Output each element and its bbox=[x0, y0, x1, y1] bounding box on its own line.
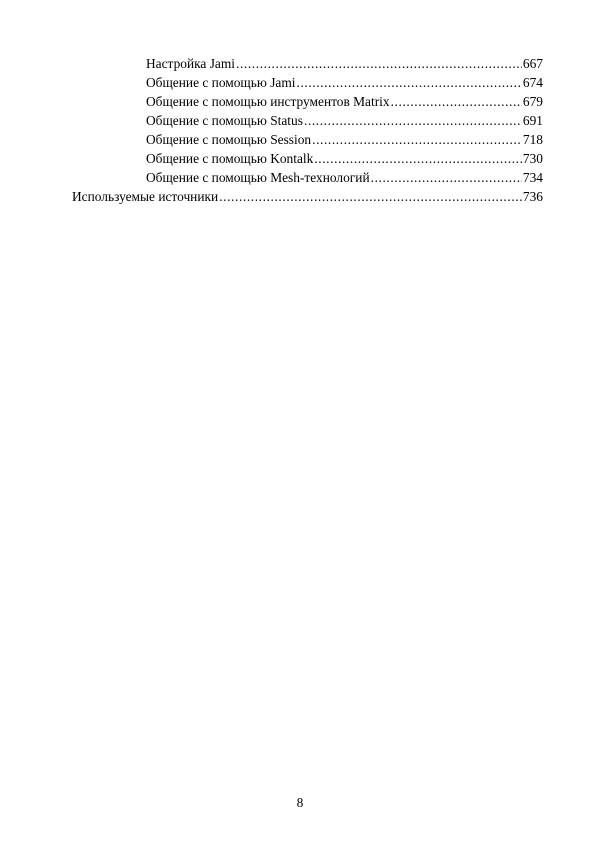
toc-entry-title: Настройка Jami bbox=[146, 56, 236, 71]
toc-entry-page: 691 bbox=[522, 113, 543, 128]
toc-entry-title: Общение с помощью Mesh-технологий bbox=[146, 170, 370, 185]
toc-dot-leader bbox=[304, 111, 522, 130]
toc-dot-leader bbox=[371, 168, 522, 187]
toc-entry-matrix-communication[interactable] bbox=[146, 92, 543, 111]
toc-entry-title: Общение с помощью Status bbox=[146, 113, 303, 128]
toc-dot-leader bbox=[391, 92, 522, 111]
toc-dot-leader bbox=[219, 187, 522, 206]
toc-entry-jami-setup[interactable] bbox=[146, 54, 543, 73]
toc-dot-leader bbox=[236, 54, 522, 73]
table-of-contents bbox=[0, 54, 600, 206]
toc-entry-session-communication[interactable] bbox=[146, 130, 543, 149]
toc-dot-leader bbox=[314, 149, 522, 168]
toc-entry-status-communication[interactable] bbox=[146, 111, 543, 130]
toc-dot-leader bbox=[312, 130, 522, 149]
toc-entry-title: Общение с помощью Kontalk bbox=[146, 151, 314, 166]
toc-entry-title: Общение с помощью Session bbox=[146, 132, 312, 147]
toc-entry-jami-communication[interactable] bbox=[146, 73, 543, 92]
toc-entry-page: 718 bbox=[522, 132, 543, 147]
toc-entry-title: Общение с помощью Jami bbox=[146, 75, 296, 90]
toc-entry-page: 730 bbox=[522, 151, 543, 166]
page-number: 8 bbox=[296, 795, 304, 810]
toc-entry-page: 667 bbox=[522, 56, 543, 71]
toc-entry-mesh-communication[interactable] bbox=[146, 168, 543, 187]
toc-entry-sources[interactable] bbox=[72, 187, 543, 206]
toc-entry-page: 674 bbox=[522, 75, 543, 90]
toc-entry-kontalk-communication[interactable] bbox=[146, 149, 543, 168]
toc-dot-leader bbox=[297, 73, 522, 92]
toc-entry-page: 736 bbox=[522, 189, 543, 204]
toc-entry-title: Общение с помощью инструментов Matrix bbox=[146, 94, 390, 109]
toc-entry-page: 734 bbox=[522, 170, 543, 185]
toc-entry-title: Используемые источники bbox=[72, 189, 219, 204]
toc-entry-page: 679 bbox=[522, 94, 543, 109]
